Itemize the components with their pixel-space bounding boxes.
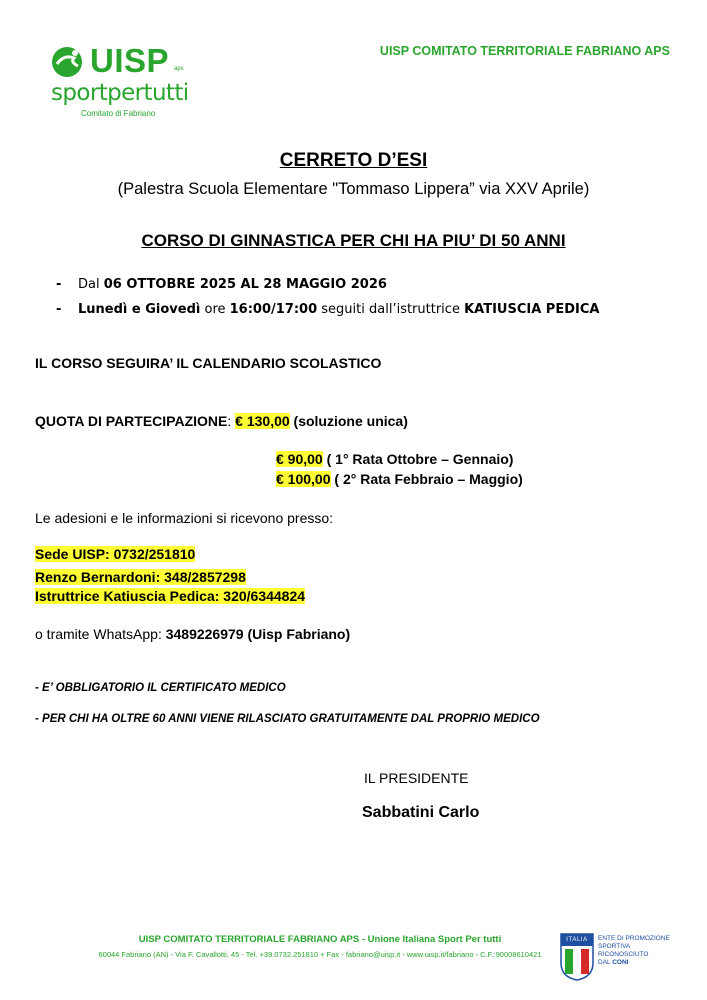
info-intro: Le adesioni e le informazioni si ricevono presso: — [35, 510, 334, 526]
president-label: IL PRESIDENTE — [364, 770, 469, 786]
whatsapp-prefix: o tramite WhatsApp: — [35, 626, 166, 642]
coni-text — [598, 935, 670, 967]
uisp-runner-icon — [50, 44, 88, 78]
footer-address-line: 60044 Fabriano (AN) - Via F. Cavallotti, 45 - Tel. +39.0732.251810 + Fax - fabriano@uisp.it - www.uisp.it/fabriano - C.F.:90008610421 — [98, 950, 542, 959]
coni-badge — [560, 933, 675, 983]
coni-line4 — [598, 959, 670, 967]
quota-label: QUOTA DI PARTECIPAZIONE — [35, 413, 228, 429]
header-org-name: UISP COMITATO TERRITORIALE FABRIANO APS — [379, 44, 670, 58]
schedule-days: Lunedì e Giovedì — [78, 302, 201, 317]
rata2-amount: € 100,00 — [276, 471, 331, 487]
instructor-name: KATIUSCIA PEDICA — [464, 302, 600, 317]
rata1-amount: € 90,00 — [276, 451, 323, 467]
bullet-dash: - — [56, 277, 62, 292]
footer-org-line: UISP COMITATO TERRITORIALE FABRIANO APS - Unione Italiana Sport Per tutti — [138, 934, 502, 945]
quota-amount: € 130,00 — [235, 413, 290, 429]
rata1-note: ( 1° Rata Ottobre – Gennaio) — [322, 451, 514, 467]
calendar-note: IL CORSO SEGUIRA’ IL CALENDARIO SCOLASTICO — [35, 355, 382, 371]
dates-bullet — [56, 277, 387, 292]
uisp-logo — [48, 40, 193, 120]
coni-line3: RICONOSCIUTO — [598, 951, 649, 958]
schedule-bullet — [56, 302, 599, 317]
rata2-line — [276, 471, 523, 487]
quota-line — [35, 413, 408, 429]
quota-colon: : — [227, 413, 236, 429]
logo-aps-text: aps — [174, 66, 184, 72]
rata1-line — [276, 451, 513, 467]
coni-dal: DAL — [598, 959, 613, 966]
contact-instructor: Istruttrice Katiuscia Pedica: 320/6344824 — [35, 588, 306, 604]
coni-name: CONI — [612, 959, 629, 966]
quota-note: (soluzione unica) — [289, 413, 408, 429]
rata2-note: ( 2° Rata Febbraio – Maggio) — [330, 471, 523, 487]
coni-line2: SPORTIVA — [598, 943, 631, 950]
president-name: Sabbatini Carlo — [362, 804, 480, 821]
over60-note: - PER CHI HA OLTRE 60 ANNI VIENE RILASCIATO GRATUITAMENTE DAL PROPRIO MEDICO — [35, 713, 540, 725]
instructor-prefix: seguiti dall’istruttrice — [317, 302, 465, 317]
logo-uisp-text: UISP — [90, 42, 170, 79]
bullet-dash: - — [56, 302, 62, 317]
contact-renzo: Renzo Bernardoni: 348/2857298 — [35, 569, 246, 585]
hours-prefix: ore — [200, 302, 230, 317]
logo-comitato-text: Comitato di Fabriano — [81, 109, 156, 118]
contact-line — [35, 569, 246, 585]
contact-sede: Sede UISP: 0732/251810 — [35, 546, 196, 562]
coni-line1: ENTE DI PROMOZIONE — [598, 935, 670, 942]
whatsapp-number: 3489226979 (Uisp Fabriano) — [165, 626, 351, 642]
medical-certificate-note: - E’ OBBLIGATORIO IL CERTIFICATO MEDICO — [35, 682, 286, 694]
dates-prefix: Dal — [78, 277, 104, 292]
contact-line — [35, 588, 305, 604]
page-title: CERRETO D’ESI — [279, 150, 428, 171]
logo-sportpertutti-text: sportpertutti — [51, 80, 189, 106]
schedule-hours: 16:00/17:00 — [229, 302, 318, 317]
coni-italia-text: ITALIA — [566, 937, 588, 943]
course-title: CORSO DI GINNASTICA PER CHI HA PIU’ DI 50 ANNI — [141, 231, 566, 250]
contact-line — [35, 546, 195, 562]
dates-range: 06 OTTOBRE 2025 AL 28 MAGGIO 2026 — [103, 277, 387, 292]
whatsapp-line — [35, 626, 350, 642]
venue-subtitle: (Palestra Scuola Elementare "Tommaso Lippera” via XXV Aprile) — [117, 180, 590, 198]
